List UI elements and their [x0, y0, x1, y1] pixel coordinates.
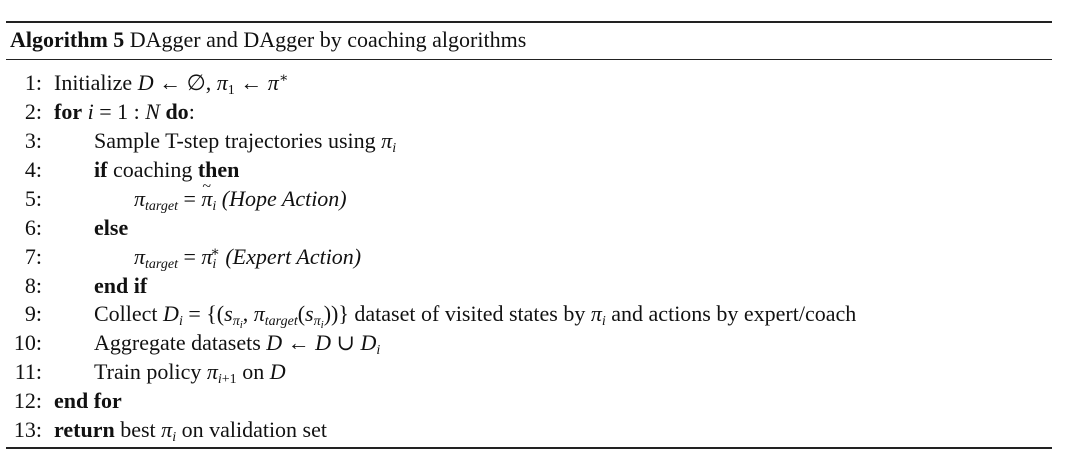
algorithm-caption — [10, 27, 526, 53]
line-text: Aggregate datasets D ← D ∪ $D_i$ — [94, 330, 381, 358]
line-number: 4: — [24, 157, 42, 182]
line-text: $\pi_{target} = \pi_i^∗$ (Expert Action) — [134, 244, 362, 272]
line-number: 8: — [24, 273, 42, 298]
line-number: 3: — [24, 128, 42, 153]
line-number: 2: — [24, 99, 42, 124]
line-number: 9: — [24, 301, 42, 326]
line-text: else — [94, 215, 129, 240]
line-text: if coaching then — [94, 157, 240, 182]
line-text: Initialize D ← ∅, $\pi_1$ ← π∗ — [54, 70, 289, 98]
line-text: Sample T-step trajectories using $\pi_i$ — [94, 128, 397, 156]
line-text: $\pi_{target}$ = ~ $\pi_i$ (Hope Action) — [134, 184, 347, 213]
line-number: 5: — [24, 186, 42, 211]
line-text: end if — [94, 273, 148, 298]
line-number: 10: — [13, 330, 42, 355]
line-text: end for — [54, 388, 122, 413]
line-number: 6: — [24, 215, 42, 240]
line-number: 11: — [14, 359, 42, 384]
line-text: Train policy $\pi_{i+1}$ on D — [94, 359, 286, 387]
algorithm-label: Algorithm 5 — [10, 27, 125, 52]
algorithm-title: DAgger and DAgger by coaching algorithms — [129, 27, 527, 52]
line-text: for i = 1 : N do: — [54, 99, 195, 124]
line-number: 1: — [24, 70, 42, 95]
line-number: 12: — [13, 388, 42, 413]
line-number: 7: — [24, 244, 42, 269]
bottom-rule — [6, 447, 1052, 449]
caption-rule — [6, 59, 1052, 60]
line-text: Collect $D_i = \{(s_{\pi_i}$, $\pi_{target}(s_{\pi_i})$)} dataset of visited states by $\pi_i$ and actions by expert/coach — [94, 301, 857, 331]
top-rule — [6, 21, 1052, 23]
line-text: return best $\pi_i$ on validation set — [54, 417, 327, 445]
line-number: 13: — [13, 417, 42, 442]
